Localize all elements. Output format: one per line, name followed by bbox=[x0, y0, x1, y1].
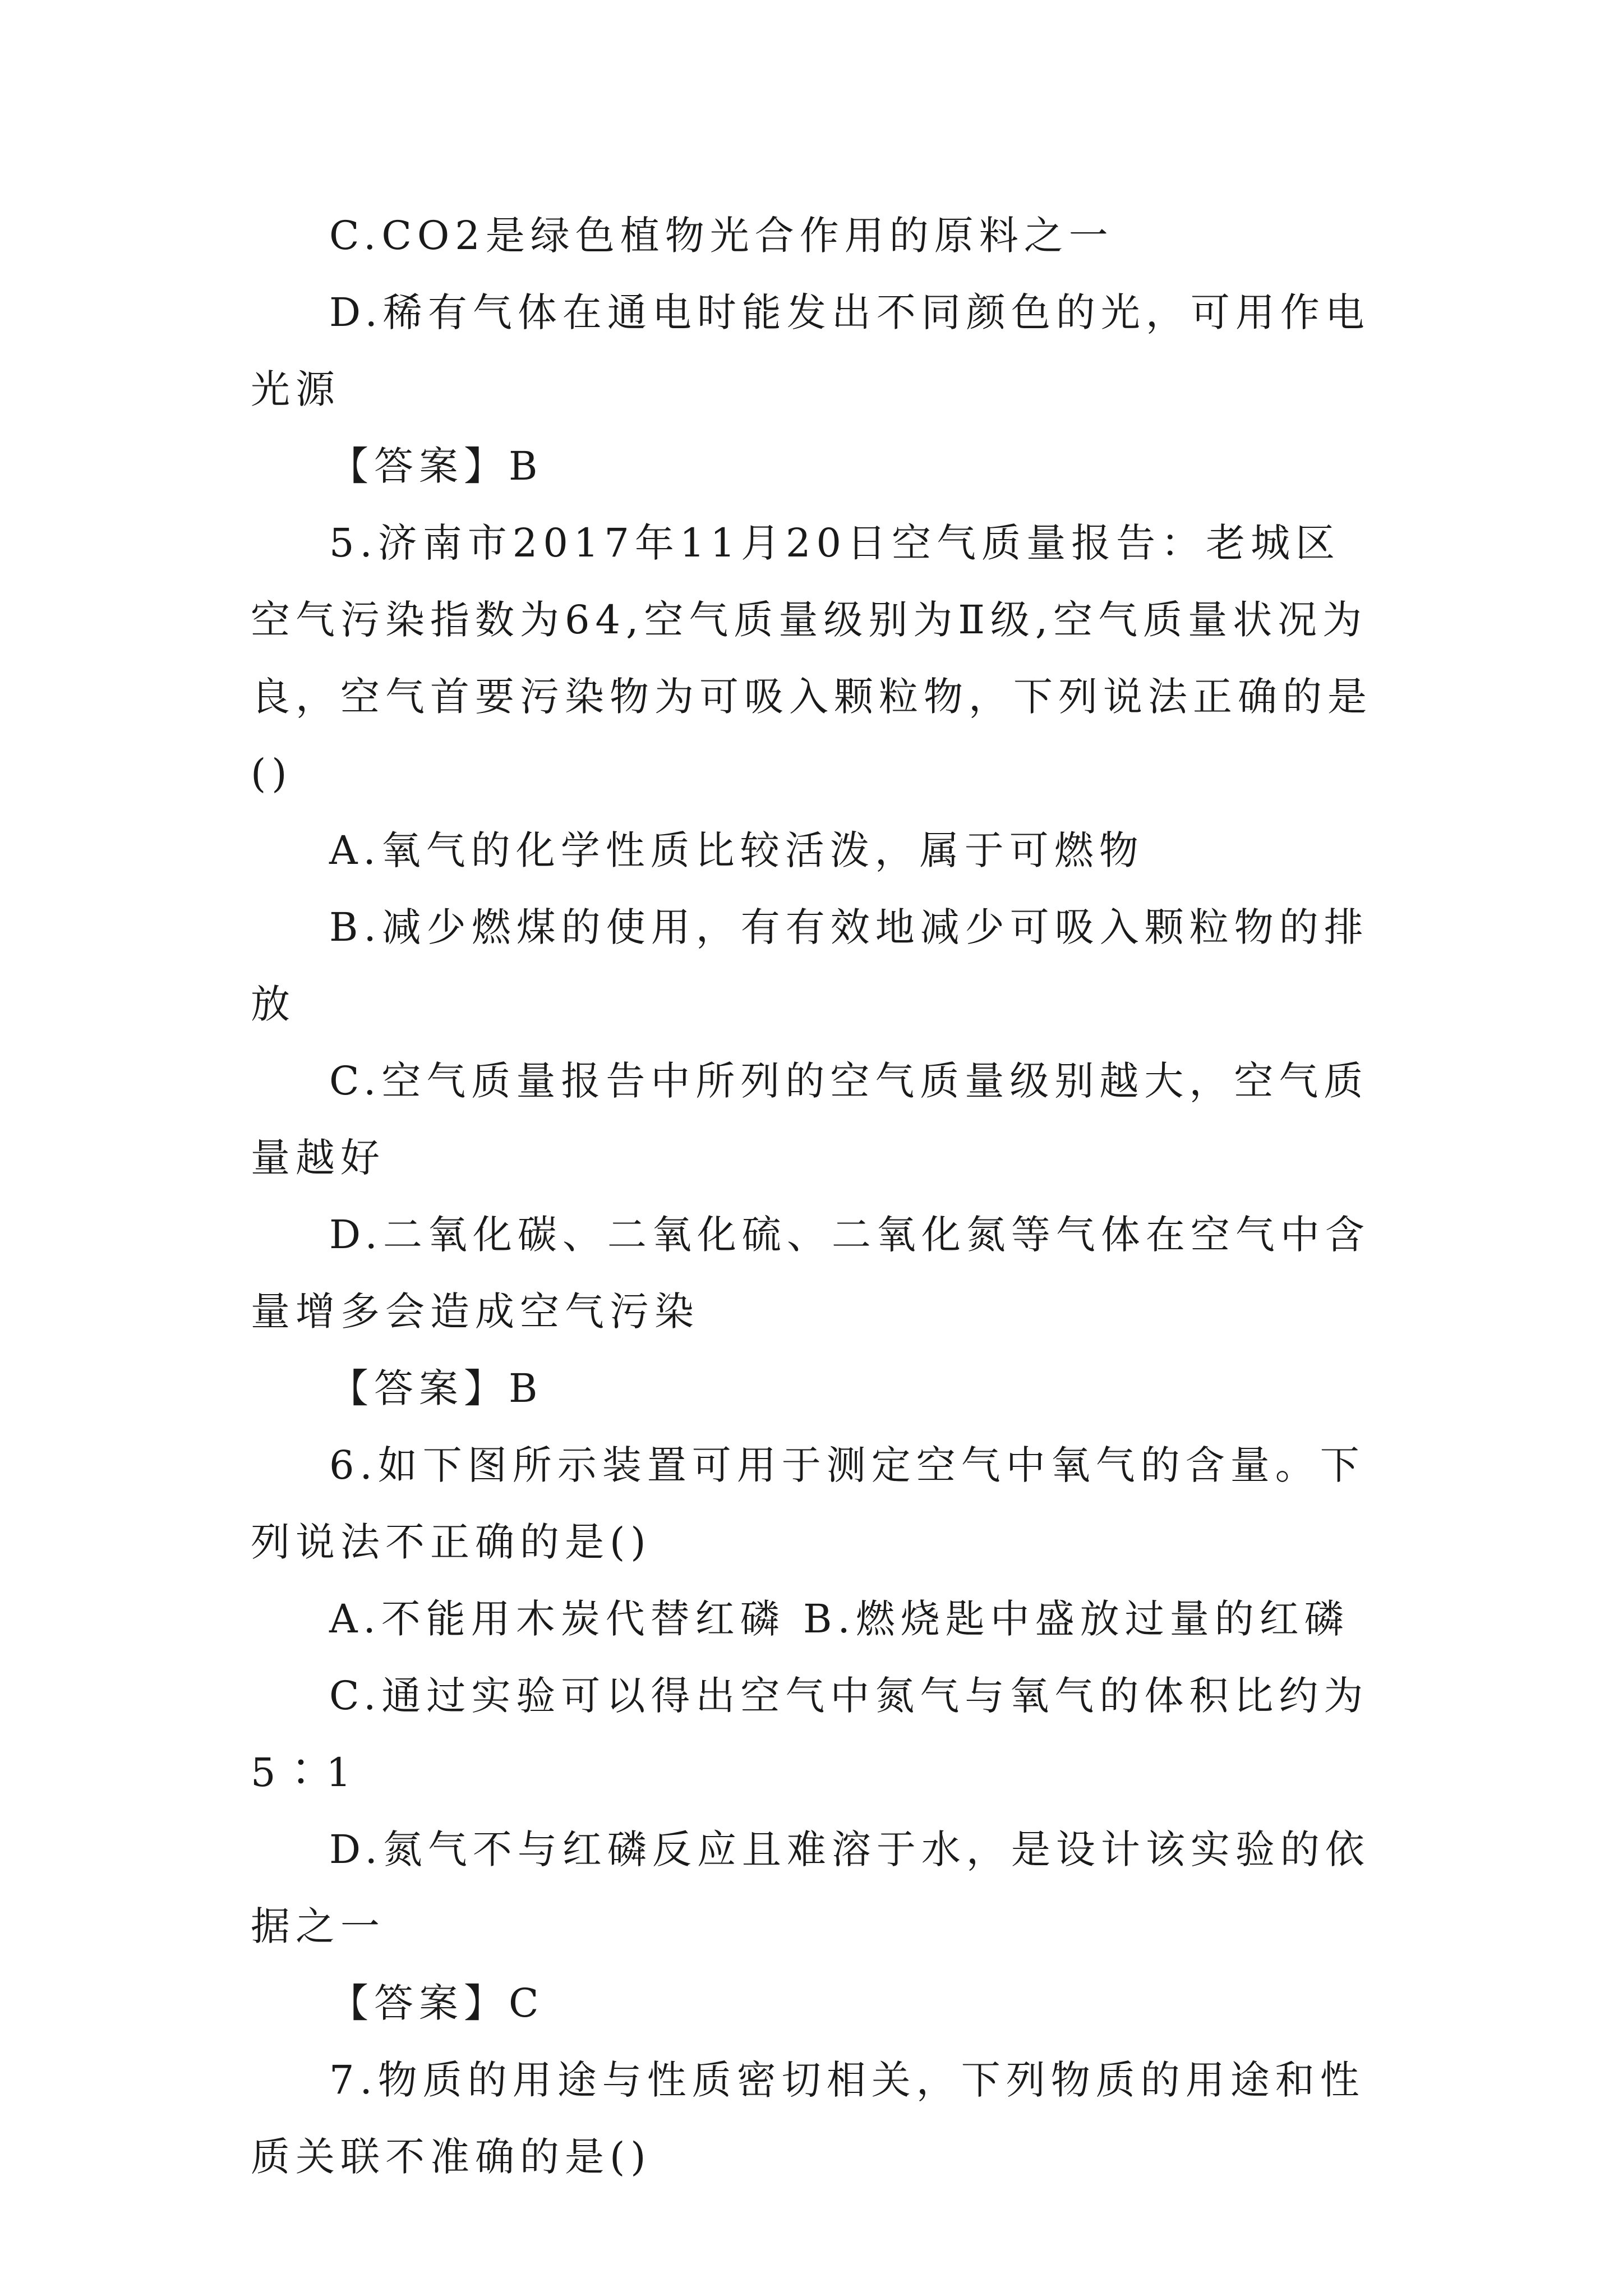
q5-option-b: B.减少燃煤的使用，有有效地减少可吸入颗粒物的排放 bbox=[251, 904, 1369, 1027]
document-body bbox=[251, 197, 1384, 2196]
q5-option-d: D.二氧化碳、二氧化硫、二氧化氮等气体在空气中含量增多会造成空气污染 bbox=[251, 1212, 1370, 1335]
question-7: 7.物质的用途与性质密切相关，下列物质的用途和性质关联不准确的是() bbox=[251, 2057, 1365, 2180]
question-5: 5.济南市2017年11月20日空气质量报告：老城区空气污染指数为64,空气质量级别为Ⅱ级,空气质量状况为良，空气首要污染物为可吸入颗粒物，下列说法正确的是() bbox=[251, 520, 1372, 797]
option-c-co2: C.CO2是绿色植物光合作用的原料之一 bbox=[329, 213, 1114, 259]
q5-option-a: A.氧气的化学性质比较活泼，属于可燃物 bbox=[329, 827, 1144, 873]
q6-option-c: C.通过实验可以得出空气中氮气与氧气的体积比约为5∶1 bbox=[251, 1673, 1369, 1796]
q6-option-d: D.氮气不与红磷反应且难溶于水，是设计该实验的依据之一 bbox=[251, 1826, 1370, 1949]
answer-q4: 【答案】B bbox=[329, 443, 543, 489]
q6-options-a-b: A.不能用木炭代替红磷 B.燃烧匙中盛放过量的红磷 bbox=[329, 1596, 1349, 1642]
option-d-rare-gas: D.稀有气体在通电时能发出不同颜色的光，可用作电光源 bbox=[251, 289, 1370, 412]
answer-q5: 【答案】B bbox=[329, 1365, 543, 1411]
answer-q6: 【答案】C bbox=[329, 1980, 545, 2026]
q5-option-c: C.空气质量报告中所列的空气质量级别越大，空气质量越好 bbox=[251, 1058, 1369, 1181]
question-6: 6.如下图所示装置可用于测定空气中氧气的含量。下列说法不正确的是() bbox=[251, 1442, 1365, 1565]
